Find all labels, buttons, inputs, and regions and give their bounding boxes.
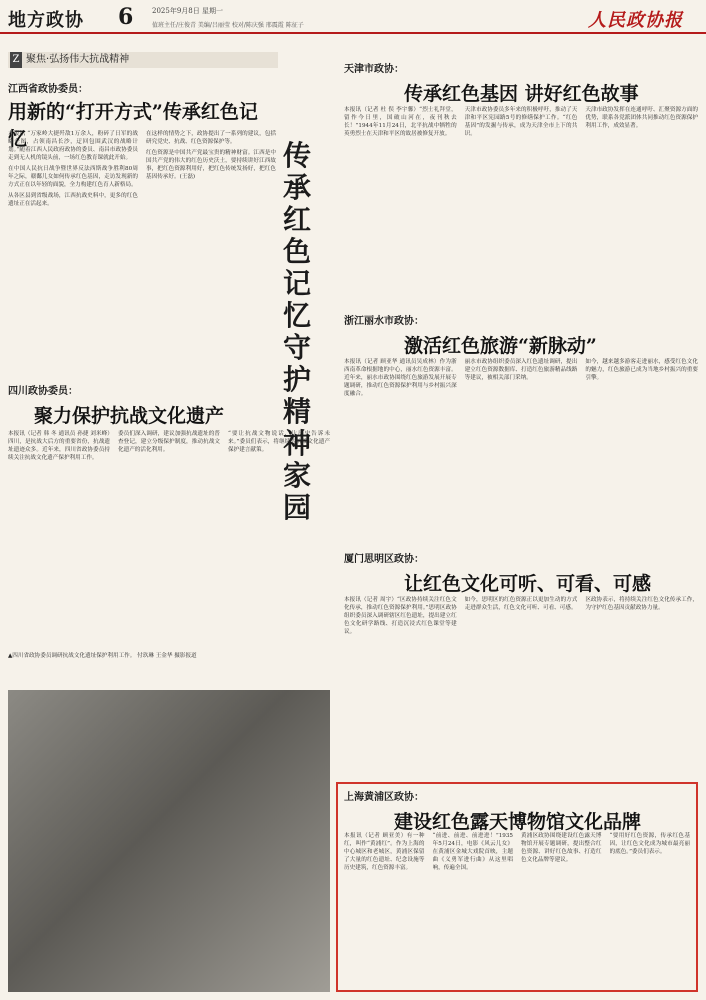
body-column <box>344 358 457 544</box>
body-column <box>465 596 578 772</box>
article-xiamen <box>344 550 698 596</box>
body-column <box>585 358 698 544</box>
body-column <box>521 832 602 986</box>
paragraph: 如今，思明区的红色资源正以更加生动的方式走进群众生活，红色文化可听、可看、可感。 <box>464 597 578 611</box>
body-column <box>344 832 425 986</box>
paragraph: 如今，越来越多游客走进丽水，感受红色文化的魅力，红色旅游已成为当地乡村振兴的重要引擎。 <box>585 359 699 381</box>
divider <box>8 378 330 380</box>
body-column <box>433 832 514 986</box>
article-label: 江西省政协委员： <box>8 84 88 95</box>
article-zhejiang <box>344 312 698 358</box>
newspaper-masthead: 人民政协报 <box>588 10 683 31</box>
paragraph: 在中国人民抗日战争暨世界反法西斯战争胜利80周年之际，赣鄱儿女如何传承红色基因，走访发现新的方式正在以年轻的面貌，全力构建红色育人新格局。 <box>8 166 138 188</box>
paragraph: 本报讯（记者 杜 俣 李宇馨）“烈士礼拜堂，留作今日里，国破山河在，夜刊秋去长！”1944年11月24日，北平抗战中牺牲的英勇烈士在天津和平区的故居被修复开放。 <box>344 107 457 137</box>
body-column <box>465 358 578 544</box>
paragraph: 本报讯 “万家岭大捷歼敌1万余人，粉碎了日军的战略企图，占领南昌长沙，迂回包围武汉的战略计划。”随着江西人民政府政协的委员、南昌市政协委员走到无人机的镜头前，一场红色教育课就此开始。 <box>8 131 138 161</box>
article-headline: 建设红色露天博物馆文化品牌 <box>394 811 642 833</box>
body-column <box>585 596 698 772</box>
body-column <box>465 106 578 306</box>
article-label: 天津市政协： <box>344 64 404 75</box>
article-tianjin-body <box>344 106 698 306</box>
article-headline: 传承红色基因 讲好红色故事 <box>404 83 639 105</box>
paragraph: “要用好红色资源，传承红色基因，让红色文化成为城市最亮丽的底色。”委员们表示。 <box>609 833 690 855</box>
paragraph: 本报讯（记者 周宇）“区政协持续关注红色文化传承，推动红色资源保护利用。”思明区政协组织委员深入调研辖区红色遗址，提出建立红色文化研学路线、打造沉浸式红色课堂等建议。 <box>344 597 457 635</box>
paragraph: 丽水市政协组织委员深入红色遗址调研，提出建立红色资源数据库、打造红色旅游精品线路等建议，被相关部门采纳。 <box>464 359 578 381</box>
paragraph: 天津市政协发挥在连通呼吁、汇聚资源方面的优势，联系各党派团体共同推动红色资源保护利用工作，成效显著。 <box>585 107 699 129</box>
article-label: 浙江丽水市政协： <box>344 316 424 327</box>
body-column <box>344 596 457 772</box>
topic-text: 聚焦·弘扬伟大抗战精神 <box>26 54 130 65</box>
paragraph: 在这样的情势之下，政协提出了一系列的建议，包括研究党史、抗战、红色资源保护等。 <box>146 131 276 145</box>
topic-banner <box>8 52 278 68</box>
paragraph: “要让抗战文物说话，让历史告诉未来。”委员们表示，将继续为抗战文化遗产保护建言献策。 <box>228 431 330 453</box>
article-sichuan <box>8 382 330 428</box>
vertical-feature-title: 传承红色记忆 守护精神家园 <box>282 139 311 524</box>
article-headline: 用新的“打开方式”传承红色记忆 <box>8 101 258 150</box>
photo-caption: ▲四川省政协委员调研抗战文化遗址保护利用工作。 付玖琳 王金华 摄影报道 <box>8 653 197 659</box>
body-column <box>585 106 698 306</box>
body-column <box>344 106 457 306</box>
article-headline: 激活红色旅游“新脉动” <box>404 335 597 357</box>
article-shanghai <box>344 788 690 834</box>
section-title: 地方政协 <box>8 10 84 31</box>
editor-credits: 值班主任/庄俊青 美编/吕丽莹 校对/陈庆强 邢震霞 陈征子 <box>152 22 304 29</box>
topic-tag: Z <box>10 52 22 68</box>
body-column <box>8 430 110 650</box>
article-tianjin <box>344 60 698 106</box>
article-sichuan-body <box>8 430 330 650</box>
paragraph: “前进、前进、前进进！”1935年5月24日，电影《风云儿女》在黄浦区金城大戏院首映，主题曲《义勇军进行曲》从这里唱响，传遍全国。 <box>432 833 513 871</box>
page-number: 6 <box>118 4 134 30</box>
article-shanghai-body <box>344 832 690 986</box>
body-column <box>118 430 220 650</box>
event-photo <box>8 690 330 992</box>
paragraph: 黄浦区政协围绕建设红色露天博物馆开展专题调研，提出整合红色资源、讲好红色故事、打造红色文化品牌等建议。 <box>521 833 602 863</box>
paragraph: 从各区县到省级战场，江西抗战史料中，更多的红色遗址正在活起来。 <box>8 193 138 207</box>
paragraph: 本报讯（记者 顾亚美）有一种红，叫作“黄浦红”。作为上海的中心城区和老城区，黄浦区保留了大量的红色遗址、纪念设施等历史建筑，红色资源丰富。 <box>344 833 425 871</box>
body-column <box>146 130 276 376</box>
paragraph: 本报讯（记者 韩 冬 通讯员 孙捷 刘米峰）四川，是抗战大后方的重要省份，抗战遗址遗迹众多。近年来，四川省政协委员持续关注抗战文化遗产保护利用工作。 <box>8 431 110 461</box>
paragraph: 区政协表示，将持续关注红色文化传承工作，为守护红色基因贡献政协力量。 <box>585 597 699 611</box>
article-xiamen-body <box>344 596 698 772</box>
article-headline: 让红色文化可听、可看、可感 <box>404 573 652 595</box>
paragraph: 天津市政协委员多年来的积极呼吁，推动了天津和平区宪园路5号的修缮保护工作。“红色基因”的发掘与传承，成为天津全市上下的共识。 <box>464 107 578 137</box>
article-label: 厦门思明区政协： <box>344 554 424 565</box>
article-jiangxi-body <box>8 130 276 376</box>
body-column <box>8 130 138 376</box>
issue-date: 2025年9月8日 星期一 <box>152 7 223 15</box>
article-label: 上海黄浦区政协： <box>344 792 424 803</box>
paragraph: 红色资源是中国共产党最宝贵的精神财富。江西是中国共产党的伟大的红色历史沃土，要持续讲好江西故事，把红色资源利用好，把红色传统发扬好，把红色基因传承好。(王磊) <box>146 150 276 180</box>
body-column <box>228 430 330 650</box>
article-headline: 聚力保护抗战文化遗产 <box>34 405 225 427</box>
paragraph: 本报讯（记者 顾亚华 通讯员吴成林）作为浙西南革命根据地的中心，丽水红色资源丰富。近年来，丽水市政协围绕红色旅游发展开展专题调研，推动红色资源保护利用与乡村振兴深度融合。 <box>344 359 457 397</box>
body-column <box>610 832 691 986</box>
paragraph: 委员们深入调研，建议加强抗战遗址的普查登记，建立分级保护制度，推动抗战文化遗产的活化利用。 <box>118 431 220 453</box>
article-zhejiang-body <box>344 358 698 544</box>
article-label: 四川政协委员： <box>8 386 78 397</box>
